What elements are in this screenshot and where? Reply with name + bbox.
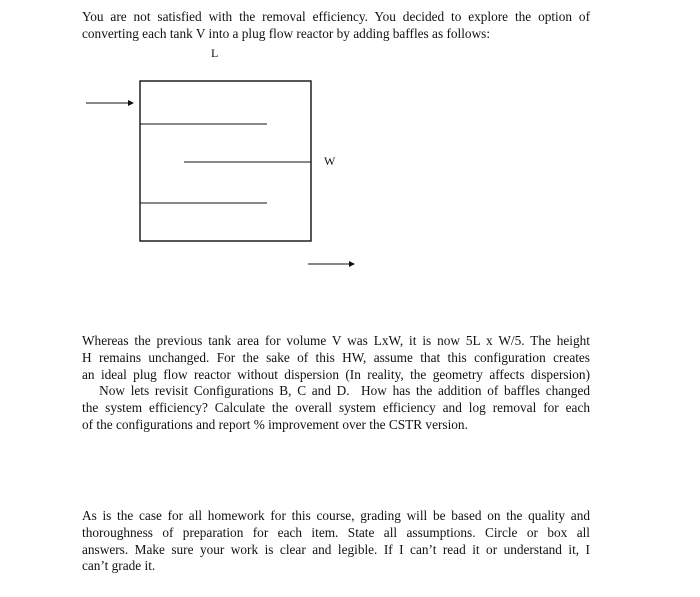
intro-line-2: converting each tank V into a plug flow reactor by adding baffles as follows: [82, 25, 491, 41]
para3-line-2: thoroughness of preparation for each item. State all assumptions. Circle or box all [82, 524, 590, 540]
para2-line-2: H remains unchanged. For the sake of this HW, assume that this configuration creates [82, 349, 590, 365]
width-label: W [324, 154, 336, 168]
para3-line-1: As is the case for all homework for this course, grading will be based on the quality and [82, 508, 590, 523]
para3-line-4: can’t grade it. [82, 558, 156, 574]
para2-line-4: Now lets revisit Configurations B, C and D. How has the addition of baffles changed [82, 383, 590, 399]
inlet-arrow [86, 100, 134, 106]
para3-line-3: answers. Make sure your work is clear and legible. If I can’t read it or understand it, I [82, 541, 590, 557]
intro-line-1: You are not satisfied with the removal efficiency. You decided to explore the option of [82, 9, 590, 24]
outlet-arrow [308, 261, 355, 267]
para2-line-6: of the configurations and report % improvement over the CSTR version. [82, 416, 468, 432]
length-label: L [211, 46, 219, 60]
para2-line-5: the system efficiency? Calculate the overall system efficiency and log removal for each [82, 400, 590, 416]
grading-paragraph [82, 508, 590, 575]
para2-line-3: an ideal plug flow reactor without dispersion (In reality, the geometry affects dispersion) [82, 366, 590, 382]
configuration-paragraph [82, 333, 590, 434]
para2-line-1: Whereas the previous tank area for volume V was LxW, it is now 5L x W/5. The height [82, 333, 590, 348]
tank-outline [140, 81, 311, 241]
